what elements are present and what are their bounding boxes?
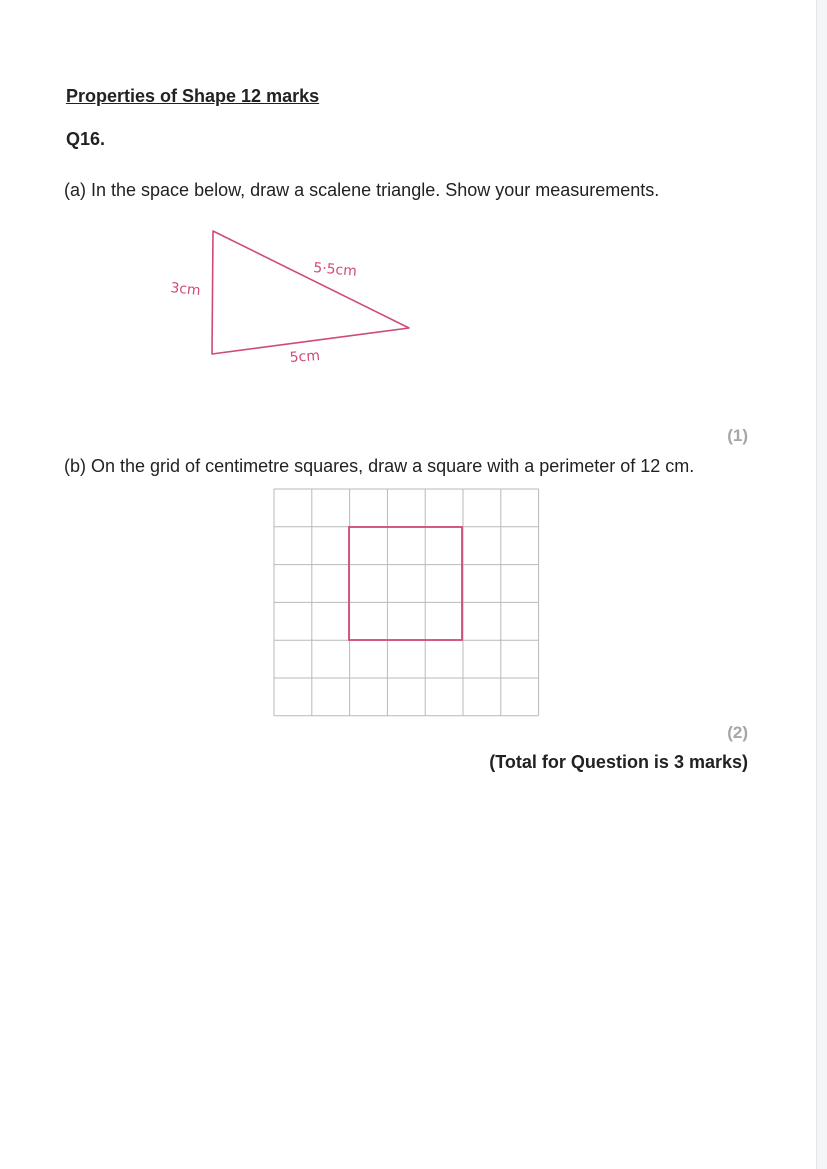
label-3cm: 3cm bbox=[169, 280, 202, 300]
question-number: Q16. bbox=[66, 129, 106, 149]
scalene-triangle bbox=[170, 231, 409, 366]
label-5cm: 5cm bbox=[289, 347, 321, 366]
part-a-marks: (1) bbox=[727, 426, 748, 445]
part-b-marks: (2) bbox=[727, 723, 748, 742]
centimetre-grid bbox=[274, 489, 539, 716]
section-title: Properties of Shape 12 marks bbox=[66, 86, 320, 106]
part-b-prompt: (b) On the grid of centimetre squares, draw a square with a perimeter of 12 cm. bbox=[64, 456, 695, 476]
label-5-5cm: 5·5cm bbox=[312, 260, 358, 280]
part-a-prompt: (a) In the space below, draw a scalene triangle. Show your measurements. bbox=[64, 180, 660, 200]
triangle-outline bbox=[212, 231, 409, 354]
question-total: (Total for Question is 3 marks) bbox=[489, 752, 748, 772]
answer-square bbox=[349, 527, 462, 640]
